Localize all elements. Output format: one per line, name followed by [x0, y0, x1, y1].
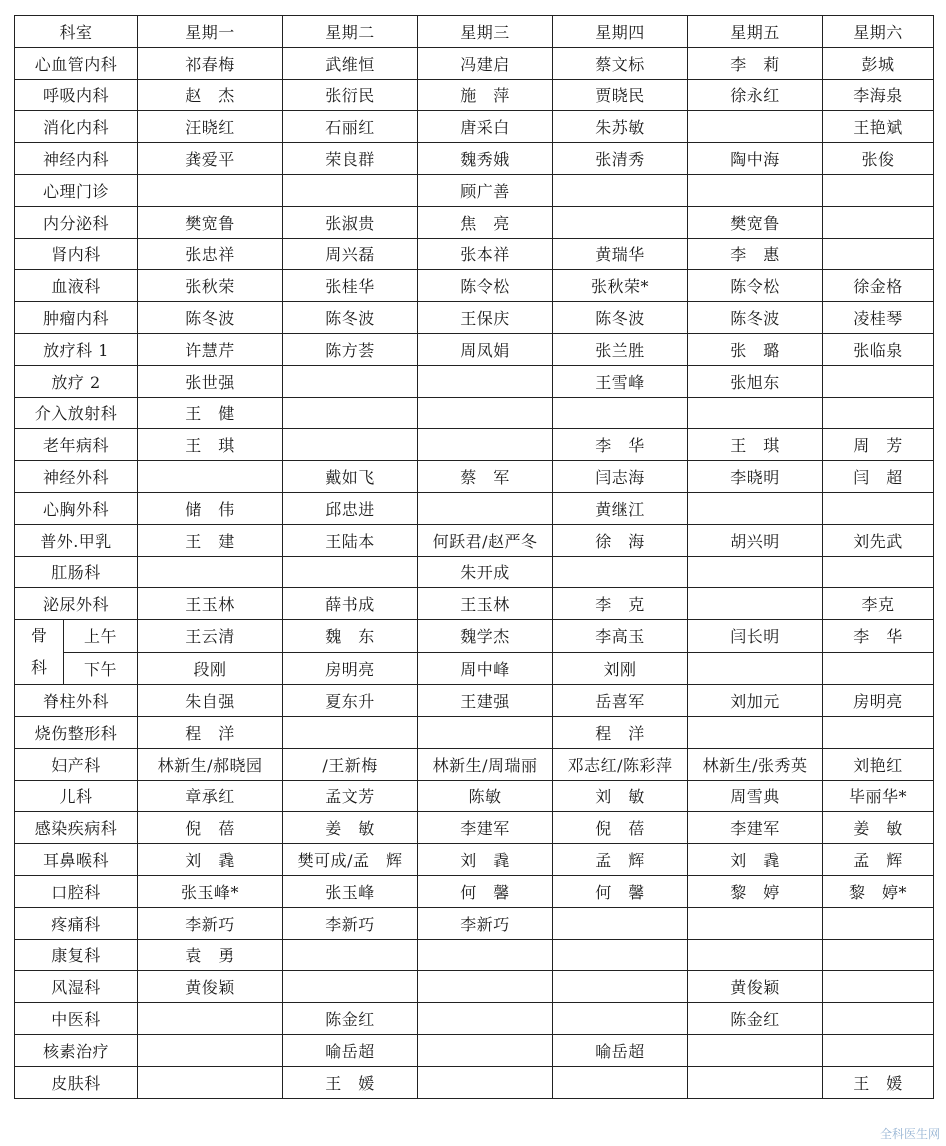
doctor-cell: 汪晓红 — [138, 111, 283, 143]
department-cell: 普外.甲乳 — [15, 524, 138, 556]
department-cell: 内分泌科 — [15, 206, 138, 238]
doctor-cell — [823, 652, 934, 685]
doctor-cell — [553, 556, 688, 588]
doctor-cell — [688, 397, 823, 429]
doctor-cell: 张世强 — [138, 365, 283, 397]
doctor-cell: 孟 辉 — [823, 844, 934, 876]
doctor-cell: 张忠祥 — [138, 238, 283, 270]
doctor-cell: 李新巧 — [283, 907, 418, 939]
doctor-cell — [418, 365, 553, 397]
doctor-cell: 朱苏敏 — [553, 111, 688, 143]
doctor-cell — [138, 1003, 283, 1035]
department-cell: 烧伤整形科 — [15, 716, 138, 748]
doctor-cell — [688, 111, 823, 143]
header-day: 星期三 — [418, 16, 553, 48]
doctor-cell: 王 健 — [138, 397, 283, 429]
doctor-cell: 李新巧 — [418, 907, 553, 939]
table-row — [15, 47, 934, 79]
table-row — [15, 620, 934, 653]
doctor-cell: 姜 敏 — [283, 812, 418, 844]
doctor-cell: 魏学杰 — [418, 620, 553, 653]
doctor-cell: 徐金格 — [823, 270, 934, 302]
doctor-cell: 刘 毳 — [418, 844, 553, 876]
doctor-cell: 林新生/郝晓园 — [138, 748, 283, 780]
doctor-cell — [688, 907, 823, 939]
doctor-cell: 冯建启 — [418, 47, 553, 79]
doctor-cell: 李晓明 — [688, 461, 823, 493]
doctor-cell: 王 媛 — [823, 1066, 934, 1098]
doctor-cell — [418, 1003, 553, 1035]
department-cell: 神经内科 — [15, 143, 138, 175]
doctor-cell: 黄瑞华 — [553, 238, 688, 270]
header-day: 星期一 — [138, 16, 283, 48]
doctor-cell — [823, 1003, 934, 1035]
doctor-cell: 王建强 — [418, 685, 553, 717]
doctor-cell: 顾广善 — [418, 174, 553, 206]
header-day: 星期五 — [688, 16, 823, 48]
department-cell: 儿科 — [15, 780, 138, 812]
doctor-cell: 张衍民 — [283, 79, 418, 111]
doctor-cell — [553, 1066, 688, 1098]
doctor-cell: 王玉林 — [418, 588, 553, 620]
table-row — [15, 556, 934, 588]
table-row — [15, 716, 934, 748]
doctor-cell: 陈冬波 — [688, 302, 823, 334]
department-cell: 老年病科 — [15, 429, 138, 461]
doctor-cell: 黄俊颖 — [138, 971, 283, 1003]
doctor-cell — [138, 461, 283, 493]
doctor-cell — [283, 429, 418, 461]
doctor-cell: 王保庆 — [418, 302, 553, 334]
doctor-cell: 张桂华 — [283, 270, 418, 302]
table-row — [15, 907, 934, 939]
doctor-cell: 王玉林 — [138, 588, 283, 620]
doctor-cell: 房明亮 — [283, 652, 418, 685]
doctor-cell: 刘艳红 — [823, 748, 934, 780]
doctor-cell — [823, 939, 934, 971]
header-day: 星期四 — [553, 16, 688, 48]
doctor-cell: 陈令松 — [418, 270, 553, 302]
doctor-cell: 胡兴明 — [688, 524, 823, 556]
department-cell: 放疗 2 — [15, 365, 138, 397]
table-row — [15, 1034, 934, 1066]
doctor-cell: 倪 蓓 — [553, 812, 688, 844]
doctor-cell — [823, 492, 934, 524]
department-cell: 神经外科 — [15, 461, 138, 493]
doctor-cell — [553, 1003, 688, 1035]
doctor-cell — [688, 492, 823, 524]
table-row — [15, 780, 934, 812]
department-cell: 脊柱外科 — [15, 685, 138, 717]
doctor-cell — [138, 1066, 283, 1098]
doctor-cell: 龚爱平 — [138, 143, 283, 175]
table-row — [15, 524, 934, 556]
department-cell: 肛肠科 — [15, 556, 138, 588]
table-row — [15, 333, 934, 365]
header-day: 星期六 — [823, 16, 934, 48]
doctor-cell — [823, 556, 934, 588]
session-pm-label: 下午 — [64, 652, 138, 685]
doctor-cell — [283, 365, 418, 397]
doctor-cell: 周雪典 — [688, 780, 823, 812]
doctor-cell: 王云清 — [138, 620, 283, 653]
doctor-cell — [138, 556, 283, 588]
doctor-cell — [688, 588, 823, 620]
department-cell: 泌尿外科 — [15, 588, 138, 620]
table-row — [15, 971, 934, 1003]
doctor-cell: 黎 婷 — [688, 875, 823, 907]
doctor-cell — [688, 1066, 823, 1098]
clinic-schedule-table — [14, 15, 934, 1099]
doctor-cell: 唐采白 — [418, 111, 553, 143]
table-row — [15, 461, 934, 493]
doctor-cell: 刘 毳 — [688, 844, 823, 876]
table-row — [15, 685, 934, 717]
doctor-cell — [418, 1066, 553, 1098]
doctor-cell: 张淑贵 — [283, 206, 418, 238]
department-cell: 心胸外科 — [15, 492, 138, 524]
doctor-cell — [138, 174, 283, 206]
doctor-cell: 樊宽鲁 — [688, 206, 823, 238]
department-cell: 康复科 — [15, 939, 138, 971]
doctor-cell: 蔡文标 — [553, 47, 688, 79]
doctor-cell: 张俊 — [823, 143, 934, 175]
table-row — [15, 1003, 934, 1035]
doctor-cell: 许慧芹 — [138, 333, 283, 365]
doctor-cell: 喻岳超 — [553, 1034, 688, 1066]
doctor-cell: 黎 婷* — [823, 875, 934, 907]
doctor-cell: 朱自强 — [138, 685, 283, 717]
table-row — [15, 365, 934, 397]
doctor-cell: 荣良群 — [283, 143, 418, 175]
doctor-cell: 周凤娟 — [418, 333, 553, 365]
doctor-cell: 刘刚 — [553, 652, 688, 685]
doctor-cell: 刘 毳 — [138, 844, 283, 876]
doctor-cell: 李建军 — [418, 812, 553, 844]
doctor-cell — [823, 716, 934, 748]
doctor-cell — [283, 716, 418, 748]
doctor-cell: 林新生/周瑞丽 — [418, 748, 553, 780]
doctor-cell: 张秋荣 — [138, 270, 283, 302]
doctor-cell: 王 琪 — [138, 429, 283, 461]
doctor-cell — [688, 652, 823, 685]
table-row — [15, 939, 934, 971]
doctor-cell: 何 馨 — [553, 875, 688, 907]
doctor-cell — [553, 397, 688, 429]
doctor-cell: 李 克 — [553, 588, 688, 620]
doctor-cell: 刘 敏 — [553, 780, 688, 812]
doctor-cell: 陈方荟 — [283, 333, 418, 365]
doctor-cell — [418, 1034, 553, 1066]
table-row — [15, 492, 934, 524]
doctor-cell: 贾晓民 — [553, 79, 688, 111]
doctor-cell: 李建军 — [688, 812, 823, 844]
doctor-cell: 段刚 — [138, 652, 283, 685]
watermark-logo: 全科医生网 — [879, 1127, 940, 1141]
doctor-cell: 张兰胜 — [553, 333, 688, 365]
doctor-cell: 魏秀娥 — [418, 143, 553, 175]
doctor-cell: 张玉峰 — [283, 875, 418, 907]
doctor-cell: 邱忠进 — [283, 492, 418, 524]
doctor-cell: 袁 勇 — [138, 939, 283, 971]
table-row — [15, 238, 934, 270]
doctor-cell — [553, 174, 688, 206]
doctor-cell — [823, 907, 934, 939]
doctor-cell: 樊可成/孟 辉 — [283, 844, 418, 876]
doctor-cell: 陈金红 — [283, 1003, 418, 1035]
doctor-cell: 薛书成 — [283, 588, 418, 620]
table-row — [15, 812, 934, 844]
doctor-cell: /王新梅 — [283, 748, 418, 780]
doctor-cell: 陈令松 — [688, 270, 823, 302]
department-cell: 放疗科 1 — [15, 333, 138, 365]
doctor-cell: 闫志海 — [553, 461, 688, 493]
department-cell: 介入放射科 — [15, 397, 138, 429]
doctor-cell: 储 伟 — [138, 492, 283, 524]
doctor-cell: 姜 敏 — [823, 812, 934, 844]
doctor-cell: 陈冬波 — [553, 302, 688, 334]
doctor-cell: 程 洋 — [553, 716, 688, 748]
doctor-cell: 蔡 军 — [418, 461, 553, 493]
doctor-cell: 喻岳超 — [283, 1034, 418, 1066]
doctor-cell: 魏 东 — [283, 620, 418, 653]
doctor-cell — [418, 716, 553, 748]
doctor-cell — [283, 971, 418, 1003]
doctor-cell: 程 洋 — [138, 716, 283, 748]
doctor-cell — [418, 971, 553, 1003]
doctor-cell — [823, 174, 934, 206]
table-row — [15, 143, 934, 175]
doctor-cell: 施 萍 — [418, 79, 553, 111]
doctor-cell: 刘先武 — [823, 524, 934, 556]
doctor-cell: 闫 超 — [823, 461, 934, 493]
doctor-cell — [418, 429, 553, 461]
doctor-cell — [823, 238, 934, 270]
doctor-cell: 何跃君/赵严冬 — [418, 524, 553, 556]
doctor-cell: 陈冬波 — [283, 302, 418, 334]
department-cell: 口腔科 — [15, 875, 138, 907]
doctor-cell — [688, 939, 823, 971]
doctor-cell — [688, 1034, 823, 1066]
department-cell: 消化内科 — [15, 111, 138, 143]
header-department: 科室 — [15, 16, 138, 48]
doctor-cell — [688, 556, 823, 588]
doctor-cell: 张秋荣* — [553, 270, 688, 302]
doctor-cell: 李海泉 — [823, 79, 934, 111]
doctor-cell — [283, 556, 418, 588]
session-am-label: 上午 — [64, 620, 138, 653]
table-row — [15, 588, 934, 620]
doctor-cell: 张玉峰* — [138, 875, 283, 907]
doctor-cell: 李克 — [823, 588, 934, 620]
doctor-cell: 徐 海 — [553, 524, 688, 556]
table-row — [15, 302, 934, 334]
doctor-cell: 彭城 — [823, 47, 934, 79]
doctor-cell — [418, 492, 553, 524]
doctor-cell: 陈敏 — [418, 780, 553, 812]
doctor-cell: 张本祥 — [418, 238, 553, 270]
doctor-cell: 徐永红 — [688, 79, 823, 111]
doctor-cell: 赵 杰 — [138, 79, 283, 111]
doctor-cell: 周 芳 — [823, 429, 934, 461]
doctor-cell — [418, 939, 553, 971]
doctor-cell: 王陆本 — [283, 524, 418, 556]
doctor-cell: 夏东升 — [283, 685, 418, 717]
department-cell-orthopedics — [15, 620, 64, 685]
table-row — [15, 1066, 934, 1098]
doctor-cell: 林新生/张秀英 — [688, 748, 823, 780]
table-row — [15, 875, 934, 907]
doctor-cell: 周兴磊 — [283, 238, 418, 270]
table-row — [15, 206, 934, 238]
doctor-cell: 陈金红 — [688, 1003, 823, 1035]
department-cell: 心理门诊 — [15, 174, 138, 206]
doctor-cell: 王 媛 — [283, 1066, 418, 1098]
doctor-cell: 焦 亮 — [418, 206, 553, 238]
doctor-cell: 黄俊颖 — [688, 971, 823, 1003]
department-cell: 疼痛科 — [15, 907, 138, 939]
table-row — [15, 174, 934, 206]
doctor-cell — [688, 174, 823, 206]
doctor-cell — [138, 1034, 283, 1066]
doctor-cell: 樊宽鲁 — [138, 206, 283, 238]
doctor-cell — [823, 397, 934, 429]
doctor-cell: 朱开成 — [418, 556, 553, 588]
doctor-cell — [553, 971, 688, 1003]
doctor-cell: 王 琪 — [688, 429, 823, 461]
doctor-cell: 章承红 — [138, 780, 283, 812]
header-day: 星期二 — [283, 16, 418, 48]
department-cell: 风湿科 — [15, 971, 138, 1003]
doctor-cell — [688, 716, 823, 748]
doctor-cell — [553, 939, 688, 971]
department-cell: 呼吸内科 — [15, 79, 138, 111]
doctor-cell: 陶中海 — [688, 143, 823, 175]
doctor-cell: 武维恒 — [283, 47, 418, 79]
doctor-cell: 黄继江 — [553, 492, 688, 524]
table-row — [15, 429, 934, 461]
doctor-cell: 李 华 — [823, 620, 934, 653]
doctor-cell: 孟文芳 — [283, 780, 418, 812]
doctor-cell: 房明亮 — [823, 685, 934, 717]
doctor-cell: 祁春梅 — [138, 47, 283, 79]
doctor-cell: 李 莉 — [688, 47, 823, 79]
doctor-cell: 戴如飞 — [283, 461, 418, 493]
doctor-cell: 陈冬波 — [138, 302, 283, 334]
table-row — [15, 748, 934, 780]
doctor-cell: 王艳斌 — [823, 111, 934, 143]
department-label-top: 骨 — [30, 626, 47, 646]
department-cell: 皮肤科 — [15, 1066, 138, 1098]
department-cell: 核素治疗 — [15, 1034, 138, 1066]
header-row — [15, 16, 934, 48]
doctor-cell: 李高玉 — [553, 620, 688, 653]
department-cell: 感染疾病科 — [15, 812, 138, 844]
doctor-cell: 何 馨 — [418, 875, 553, 907]
doctor-cell: 李 华 — [553, 429, 688, 461]
table-row — [15, 111, 934, 143]
doctor-cell: 孟 辉 — [553, 844, 688, 876]
doctor-cell — [553, 206, 688, 238]
doctor-cell: 李 惠 — [688, 238, 823, 270]
table-row — [15, 270, 934, 302]
department-cell: 肿瘤内科 — [15, 302, 138, 334]
department-cell: 肾内科 — [15, 238, 138, 270]
doctor-cell: 王 建 — [138, 524, 283, 556]
doctor-cell: 周中峰 — [418, 652, 553, 685]
doctor-cell: 倪 蓓 — [138, 812, 283, 844]
table-row — [15, 79, 934, 111]
doctor-cell: 毕丽华* — [823, 780, 934, 812]
doctor-cell: 张清秀 — [553, 143, 688, 175]
department-cell: 血液科 — [15, 270, 138, 302]
doctor-cell: 王雪峰 — [553, 365, 688, 397]
doctor-cell: 岳喜军 — [553, 685, 688, 717]
department-cell: 妇产科 — [15, 748, 138, 780]
doctor-cell: 张旭东 — [688, 365, 823, 397]
doctor-cell — [283, 939, 418, 971]
doctor-cell — [823, 206, 934, 238]
doctor-cell: 石丽红 — [283, 111, 418, 143]
doctor-cell: 凌桂琴 — [823, 302, 934, 334]
doctor-cell — [823, 1034, 934, 1066]
table-row — [15, 844, 934, 876]
table-row — [15, 652, 934, 685]
doctor-cell — [418, 397, 553, 429]
department-cell: 心血管内科 — [15, 47, 138, 79]
doctor-cell: 张临泉 — [823, 333, 934, 365]
doctor-cell — [823, 365, 934, 397]
doctor-cell: 刘加元 — [688, 685, 823, 717]
doctor-cell: 张 璐 — [688, 333, 823, 365]
doctor-cell — [283, 174, 418, 206]
department-cell: 耳鼻喉科 — [15, 844, 138, 876]
doctor-cell: 邓志红/陈彩萍 — [553, 748, 688, 780]
doctor-cell — [823, 971, 934, 1003]
department-label-bottom: 科 — [30, 658, 47, 678]
doctor-cell — [553, 907, 688, 939]
doctor-cell: 闫长明 — [688, 620, 823, 653]
department-cell: 中医科 — [15, 1003, 138, 1035]
table-row — [15, 397, 934, 429]
doctor-cell: 李新巧 — [138, 907, 283, 939]
doctor-cell — [283, 397, 418, 429]
